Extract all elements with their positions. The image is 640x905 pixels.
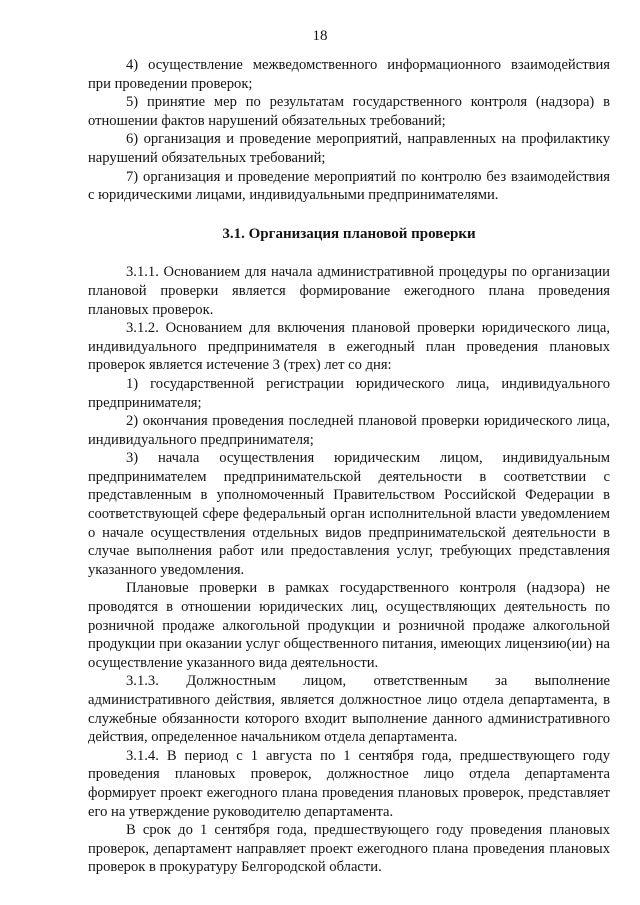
page-number: 18 bbox=[312, 28, 328, 44]
paragraph: 4) осуществление межведомственного информационного взаимодействия при проведении проверок; bbox=[88, 57, 610, 92]
paragraph: 7) организация и проведение мероприятий по контролю без взаимодействия с юридическими лицами, индивидуальными предпринимателями. bbox=[88, 168, 610, 204]
paragraph: 3) начала осуществления юридическим лицом, индивидуальным предпринимателем предпринимательской деятельности в соответствии с представленным в уполномоченный Правительством Российской Федерации в соответствующей сфере федеральный орган исполнительной власти уведомлением о начале осуществления отдельных видов предпринимательской деятельности в случае выполнения работ или предоставления услуг, требующих представления указанного уведомления. bbox=[88, 450, 610, 578]
paragraph: 1) государственной регистрации юридического лица, индивидуального предпринимателя; bbox=[88, 375, 610, 411]
paragraph: 5) принятие мер по результатам государственного контроля (надзора) в отношении фактов нарушений обязательных требований; bbox=[88, 94, 610, 129]
paragraph: 3.1.4. В период с 1 августа по 1 сентября года, предшествующего году проведения плановых проверок, должностное лицо отдела департамента формирует проект ежегодного плана проведения плановых проверок, представляет его на утверждение руководителю департамента. bbox=[88, 747, 610, 820]
document-body bbox=[88, 56, 610, 877]
paragraph: 2) окончания проведения последней плановой проверки юридического лица, индивидуального предпринимателя; bbox=[88, 413, 610, 448]
paragraph: Плановые проверки в рамках государственного контроля (надзора) не проводятся в отношении юридических лиц, осуществляющих деятельность по розничной продаже алкогольной продукции и розничной продаже алкогольной продукции при оказании услуг общественного питания, имеющих лицензию(ии) на осуществление указанного вида деятельности. bbox=[88, 580, 610, 671]
paragraph: 3.1.2. Основанием для включения плановой проверки юридического лица, индивидуального предпринимателя в ежегодный план проведения плановых проверок является истечение 3 (трех) лет со дня: bbox=[88, 320, 610, 374]
paragraph: 3.1.3. Должностным лицом, ответственным за выполнение административного действия, является должностное лицо отдела департамента, в служебные обязанности которого входит выполнение данного административного действия, определенное начальником отдела департамента. bbox=[88, 673, 610, 746]
section-title: 3.1. Организация плановой проверки bbox=[222, 225, 476, 242]
paragraph: В срок до 1 сентября года, предшествующего году проведения плановых проверок, департамент направляет проект ежегодного плана проведения плановых проверок в прокуратуру Белгородской области. bbox=[88, 822, 610, 876]
paragraph: 3.1.1. Основанием для начала административной процедуры по организации плановой проверки является формирование ежегодного плана проведения плановых проверок. bbox=[88, 264, 610, 318]
paragraph: 6) организация и проведение мероприятий, направленных на профилактику нарушений обязательных требований; bbox=[88, 131, 610, 166]
